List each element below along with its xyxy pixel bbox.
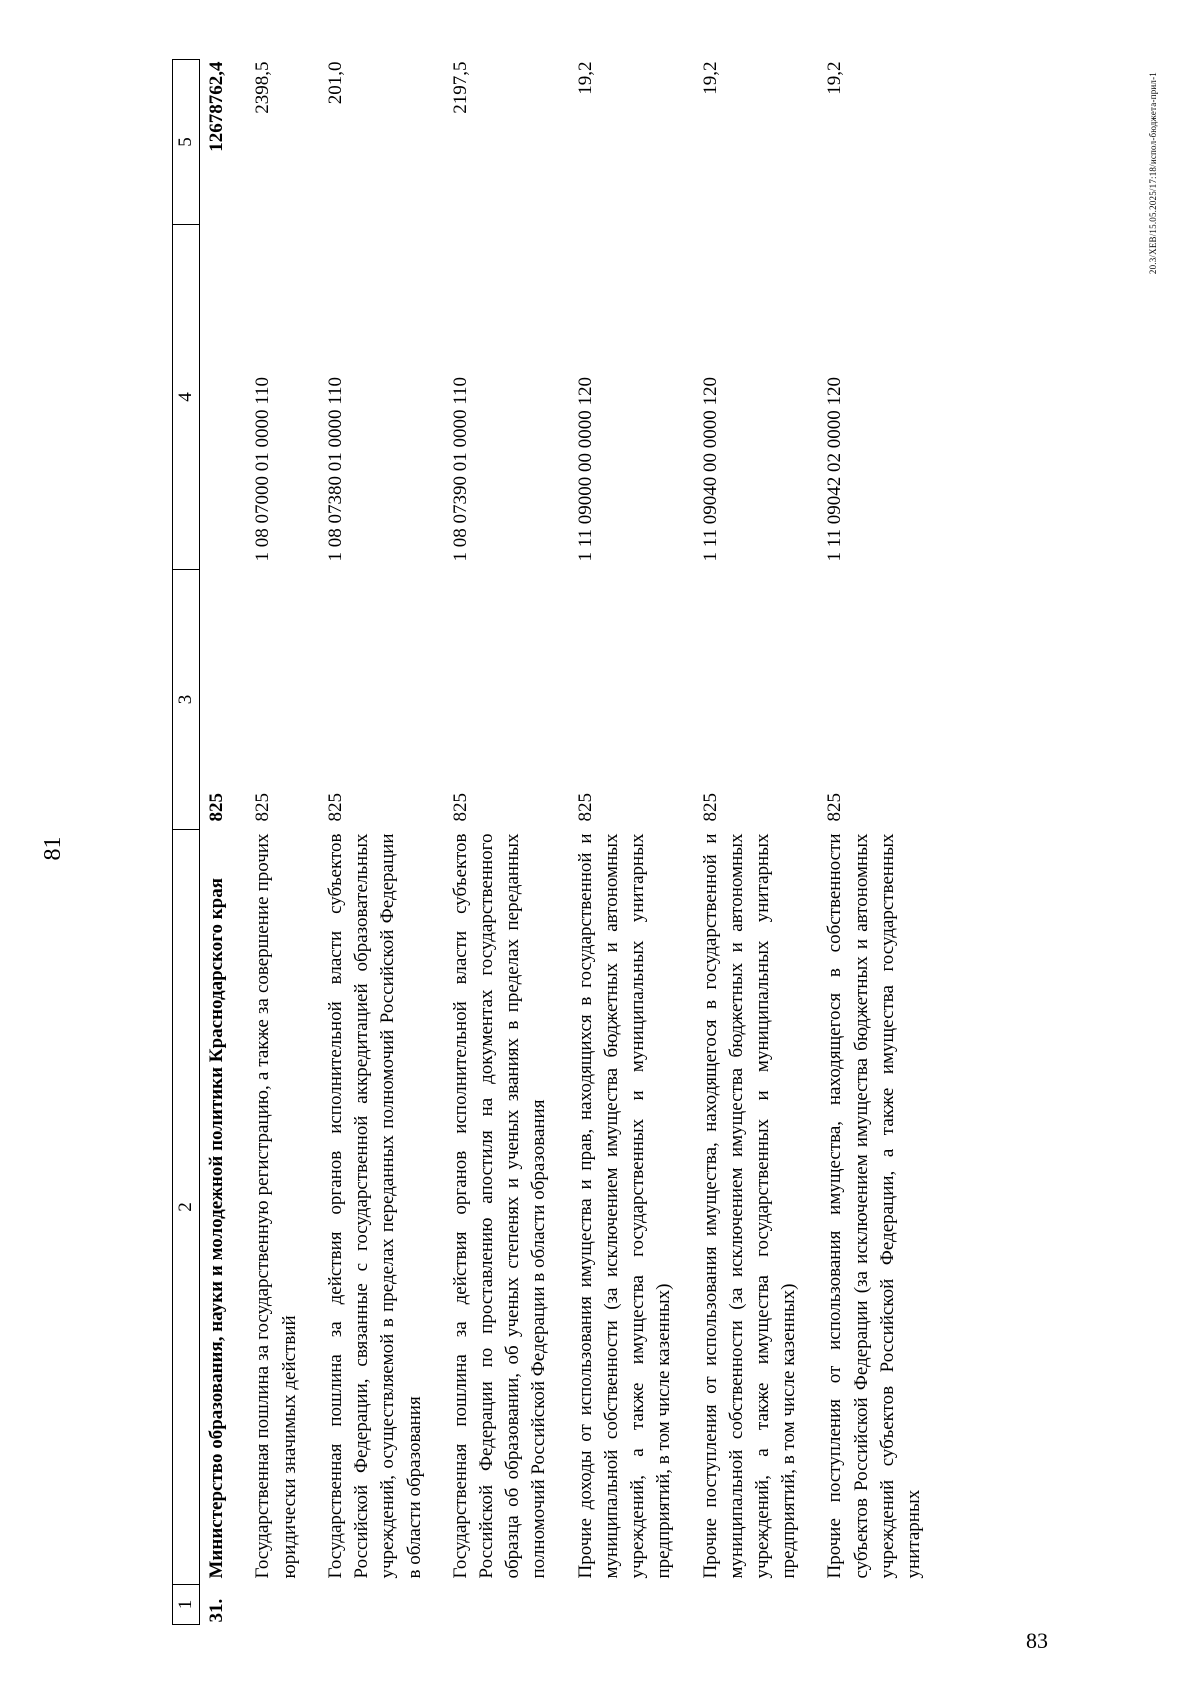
row-amount: 201,0 xyxy=(324,61,346,105)
row-budget-code: 1 08 07390 01 0000 110 xyxy=(449,376,471,562)
row-number xyxy=(448,1585,573,1625)
row-name: Прочие поступления от использования имущества, находящегося в собственности субъектов Российской Федерации (за исключением имущества бюджетных и автономных учреждений субъектов Российской Федерации, а также имущества государственных унитарных xyxy=(824,833,925,1579)
row-budget-code xyxy=(200,225,251,570)
file-stamp: 20.3/XEB/15.05.2025/17:18/испол-бюджета-прил-1 xyxy=(1148,72,1158,275)
row-admin-code: 825 xyxy=(324,793,346,822)
page-number: 81 xyxy=(40,836,66,861)
row-number xyxy=(250,1585,322,1625)
row-amount: 19,2 xyxy=(699,61,721,95)
table-row xyxy=(698,60,823,1625)
row-amount: 2197,5 xyxy=(449,61,471,114)
row-admin-code: 825 xyxy=(206,793,228,822)
row-budget-code: 1 11 09000 00 0000 120 xyxy=(574,376,596,562)
header-col-2: 2 xyxy=(173,830,200,1585)
row-name: Государственная пошлина за действия органов исполнительной власти субъектов Российской Федерации по проставлению апостиля на документах государственного образца об образовании, об ученых степенях и ученых званиях в пределах переданных полномочий Российской Федерации в области образования xyxy=(449,833,550,1579)
header-col-4: 4 xyxy=(173,225,200,570)
row-name: Прочие доходы от использования имущества и прав, находящихся в государственной и муниципальной собственности (за исключением имущества бюджетных и автономных учреждений, а также имущества государственных и муниципальных унитарных предприятий, в том числе казенных) xyxy=(574,833,675,1579)
table-row xyxy=(573,60,698,1625)
header-col-3: 3 xyxy=(173,570,200,830)
table-row xyxy=(323,60,448,1625)
row-budget-code: 1 11 09040 00 0000 120 xyxy=(699,376,721,562)
row-amount: 19,2 xyxy=(574,61,596,95)
table-row xyxy=(448,60,573,1625)
row-admin-code: 825 xyxy=(699,793,721,822)
revenue-table-wrapper xyxy=(172,60,947,1625)
row-number xyxy=(822,1585,947,1625)
row-name: Прочие поступления от использования имущества, находящегося в государственной и муниципальной собственности (за исключением имущества бюджетных и автономных учреждений, а также имущества государственных и муниципальных унитарных предприятий, в том числе казенных) xyxy=(699,833,800,1579)
row-amount: 19,2 xyxy=(824,61,846,95)
row-admin-code: 825 xyxy=(252,793,274,822)
side-page-number: 83 xyxy=(1026,1628,1048,1653)
row-budget-code: 1 08 07000 01 0000 110 xyxy=(252,376,274,562)
table-row xyxy=(822,60,947,1625)
row-number xyxy=(698,1585,823,1625)
table-row xyxy=(250,60,322,1625)
header-row xyxy=(173,60,200,1625)
row-budget-code: 1 08 07380 01 0000 110 xyxy=(324,376,346,562)
row-admin-code: 825 xyxy=(449,793,471,822)
row-number xyxy=(323,1585,448,1625)
row-name: Министерство образования, науки и молодежной политики Краснодарского края xyxy=(206,878,228,1579)
row-amount: 2398,5 xyxy=(252,61,274,114)
row-budget-code: 1 11 09042 02 0000 120 xyxy=(824,376,846,562)
revenue-table xyxy=(172,59,947,1625)
row-number: 31. xyxy=(206,1598,228,1623)
row-name: Государственная пошлина за государственную регистрацию, а также за совершение прочих юридически значимых действий xyxy=(252,833,300,1579)
header-col-5: 5 xyxy=(173,60,200,225)
row-name: Государственная пошлина за действия органов исполнительной власти субъектов Российской Федерации, связанные с государственной аккредитацией образовательных учреждений, осуществляемой в пределах переданных полномочий Российской Федерации в области образования xyxy=(324,833,425,1579)
row-admin-code: 825 xyxy=(824,793,846,822)
header-col-1: 1 xyxy=(173,1585,200,1625)
row-amount: 12678762,4 xyxy=(206,61,228,152)
row-admin-code: 825 xyxy=(574,793,596,822)
row-number xyxy=(573,1585,698,1625)
table-row xyxy=(200,60,251,1625)
